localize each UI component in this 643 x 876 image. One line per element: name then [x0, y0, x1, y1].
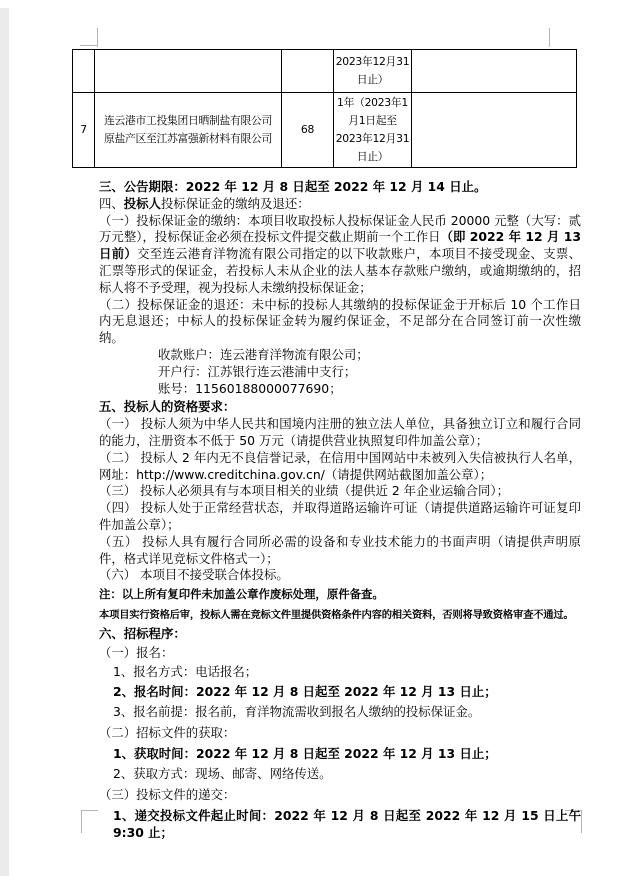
text-run: （三）投标文件的递交： [99, 787, 236, 803]
table-row [73, 93, 577, 168]
bold-text-run: 2、报名时间：2022 年 12 月 8 日起至 2022 年 12 月 13 日止； [113, 684, 497, 700]
table-row [73, 50, 577, 93]
post-review-line [99, 607, 581, 624]
text-run: 四、 [99, 195, 124, 211]
routes-table-body [73, 50, 577, 168]
margin-mark-top-right [549, 28, 550, 47]
bold-text-run: 三、公告期限：2022 年 12 月 8 日起至 2022 年 12 月 14 日止。 [99, 179, 487, 194]
table-cell [282, 50, 334, 93]
table-cell: 1年（2023年1 月1日起至 2023年12月31 日止） [334, 93, 412, 168]
text-run: 投标保证金的缴纳及退还： [160, 195, 310, 211]
table-cell: 68 [282, 93, 334, 168]
deposit-section-title [99, 196, 581, 213]
bold-text-run: （即 2022 年 12 月 13 日前） [99, 229, 581, 262]
text-run: （六） 本项目不接受联合体投标。 [99, 567, 289, 583]
margin-mark-bottom-left [81, 810, 98, 811]
text-run: （五） 投标人具有履行合同所必需的设备和专业技术能力的书面声明（请提供声明原件，格式详见竞标文件格式一）； [99, 533, 581, 566]
text-run: （四） 投标人处于正常经营状态，并取得道路运输许可证（请提供道路运输许可证复印件加盖公章）； [99, 500, 581, 532]
submission-time [99, 808, 581, 842]
announcement-period [99, 179, 581, 196]
text-run: （一）投标保证金的缴纳：本项目收取投标人投标保证金人民币 20000 元整（大写：贰万元整），投标保证金必须在投标文件提交截止期前一个工作日 [99, 212, 581, 245]
margin-mark-bottom-left [81, 810, 82, 833]
text-run: （一）报名： [99, 644, 174, 660]
text-run: （二） 投标人 2 年内无不良信誉记录，在信用中国网站中未被列入失信被执行人名单，网址：http://www.creditchina.gov.cn/（请提供网站截图加盖公章）； [99, 449, 581, 482]
text-run: 账号：11560188000077690； [158, 380, 342, 396]
text-run: （二）投标保证金的退还：未中标的投标人其缴纳的投标保证金于开标后 10 个工作日内无息退还；中标人的投标保证金转为履约保证金，不足部分在合同签订前一次性缴纳。 [99, 296, 581, 346]
bold-text-run: 本项目实行资格后审，投标人需在竞标文件里提供资格条件内容的相关资料，否则将导致资格审查不通过。 [99, 608, 574, 621]
deposit-refund [99, 297, 581, 347]
text-run: 交至连云港育洋物流有限公司指定的以下收款账户，本项目不接受现金、支票、汇票等形式的保证金，若投标人未从企业的法人基本存款账户缴纳，或逾期缴纳的，招标人将不予受理，视为投标人未缴纳投标保证金； [99, 246, 582, 295]
bold-text-run: 1、获取时间：2022 年 12 月 8 日起至 2022 年 12 月 13 日止； [113, 745, 497, 761]
acquisition-method [99, 766, 581, 783]
text-run: （三） 投标人必须具有与本项目相关的业绩（提供近 2 年企业运输合同）； [99, 483, 509, 499]
routes-table [72, 49, 577, 168]
margin-mark-top-left [97, 28, 98, 47]
account-number [99, 381, 581, 398]
qualification-item-2 [99, 450, 581, 484]
text-run: 2、获取方式：现场、邮寄、网络传送。 [113, 766, 332, 782]
qualification-item-5 [99, 534, 581, 568]
procedure-title [99, 626, 581, 643]
qualification-title [99, 399, 581, 416]
qualification-item-6 [99, 567, 581, 584]
registration-premise [99, 704, 581, 721]
text-run: 1、报名方式：电话报名； [113, 664, 258, 680]
text-run: （一） 投标人须为中华人民共和国境内注册的独立法人单位，具备独立订立和履行合同的能力，注册资本不低于 50 万元（请提供营业执照复印件加盖公章）； [99, 416, 581, 448]
qualification-item-4 [99, 500, 581, 534]
table-cell: 2023年12月31 日止） [334, 50, 412, 93]
margin-mark-top-left [80, 45, 97, 46]
bold-text-run: 注：以上所有复印件未加盖公章作废标处理，原件备查。 [99, 587, 384, 602]
qualification-item-1 [99, 416, 581, 450]
acquisition-time [99, 746, 581, 763]
table-cell [412, 93, 577, 168]
beneficiary-account [99, 347, 581, 364]
document-acquisition-title [99, 725, 581, 742]
bold-text-run: 1、递交投标文件起止时间：2022 年 12 月 8 日起至 2022 年 12 月 15 日上午 9:30 止； [113, 807, 581, 840]
document-body [99, 179, 581, 841]
table-cell: 连云港市工投集团日晒制盐有限公司 原盐产区至江苏富强新材料有限公司 [95, 93, 282, 168]
registration-method [99, 664, 581, 681]
note-line [99, 586, 581, 603]
registration-title [99, 645, 581, 662]
submission-title [99, 787, 581, 804]
table-cell [73, 50, 95, 93]
text-run: （二）招标文件的获取： [99, 724, 236, 740]
text-run: 收款账户：连云港育洋物流有限公司； [158, 346, 369, 362]
bold-text-run: 六、招标程序： [99, 625, 186, 641]
window-edge-strip [0, 8, 9, 876]
margin-mark-bottom-right [581, 810, 582, 833]
registration-time [99, 684, 581, 701]
table-cell [95, 50, 282, 93]
qualification-item-3 [99, 483, 581, 500]
deposit-payment [99, 213, 581, 297]
bold-text-run: 五、投标人的资格要求： [99, 399, 236, 415]
text-run: 3、报名前提：报名前，育洋物流需收到报名人缴纳的投标保证金。 [113, 703, 481, 719]
table-cell [412, 50, 577, 93]
bold-text-run: 投标人 [123, 195, 161, 211]
table-cell: 7 [73, 93, 95, 168]
text-run: 开户行：江苏银行连云港浦中支行； [158, 363, 357, 379]
bank-branch [99, 364, 581, 381]
